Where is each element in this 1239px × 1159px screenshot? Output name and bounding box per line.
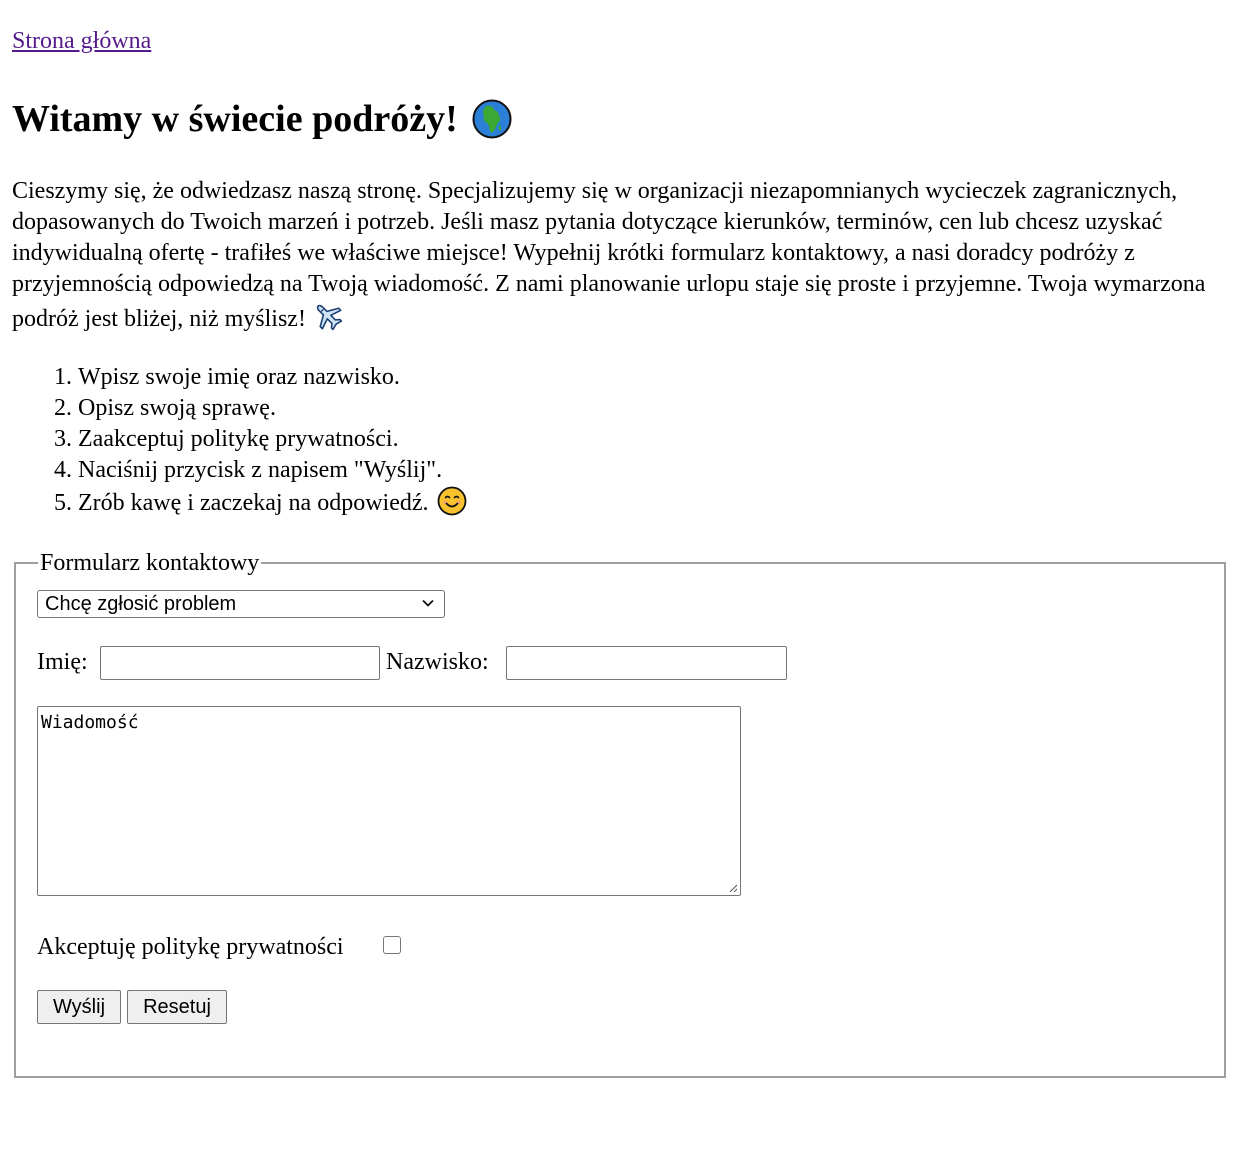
globe-icon [472, 99, 512, 139]
reset-button[interactable]: Resetuj [127, 990, 227, 1024]
list-item: 3. Zaakceptuj politykę prywatności. [78, 424, 467, 455]
form-legend: Formularz kontaktowy [40, 550, 260, 576]
topic-select-value: Chcę zgłosić problem [45, 593, 237, 615]
last-name-label: Nazwisko: [386, 649, 489, 675]
steps-list [50, 362, 467, 519]
intro-text: Cieszymy się, że odwiedzasz naszą stronę. Specjalizujemy się w organizacji niezapomnianych wycieczek zagranicznych, dopasowanych do Twoich marzeń i potrzeb. Jeśli masz pytania dotyczące kierunków, terminów, cen lub chcesz uzyskać indywidualną ofertę - trafiłeś we właściwe miejsce! Wypełnij krótki formularz kontaktowy, a nasi doradcy podróży z przyjemnością odpowiedzą na Twoją wiadomość. Z nami planowanie urlopu staje się proste i przyjemne. Twoja wymarzona podróż jest bliżej, niż myślisz! [12, 178, 1206, 332]
page-title [12, 94, 512, 144]
list-item [78, 486, 467, 519]
smiling-face-icon [437, 486, 467, 516]
list-item: 4. Naciśnij przycisk z napisem "Wyślij". [78, 455, 467, 486]
contact-form [14, 550, 1226, 1078]
page-title-text: Witamy w świecie podróży! [12, 98, 458, 140]
message-textarea[interactable] [37, 706, 741, 896]
list-item-text: Zrób kawę i zaczekaj na odpowiedź. [78, 490, 429, 516]
resize-grip-icon[interactable] [728, 883, 738, 893]
privacy-label: Akceptuję politykę prywatności [37, 934, 344, 960]
chevron-down-icon [420, 595, 436, 611]
message-placeholder: Wiadomość [41, 712, 139, 733]
last-name-input[interactable] [506, 646, 787, 680]
privacy-checkbox[interactable] [383, 936, 401, 954]
airplane-icon [312, 300, 344, 332]
list-item: 1. Wpisz swoje imię oraz nazwisko. [78, 362, 467, 393]
topic-select[interactable] [37, 590, 445, 618]
list-item: 2. Opisz swoją sprawę. [78, 393, 467, 424]
first-name-label: Imię: [37, 649, 88, 675]
intro-paragraph [12, 176, 1236, 335]
home-link[interactable]: Strona główna [12, 28, 152, 54]
first-name-input[interactable] [100, 646, 380, 680]
submit-button[interactable]: Wyślij [37, 990, 121, 1024]
